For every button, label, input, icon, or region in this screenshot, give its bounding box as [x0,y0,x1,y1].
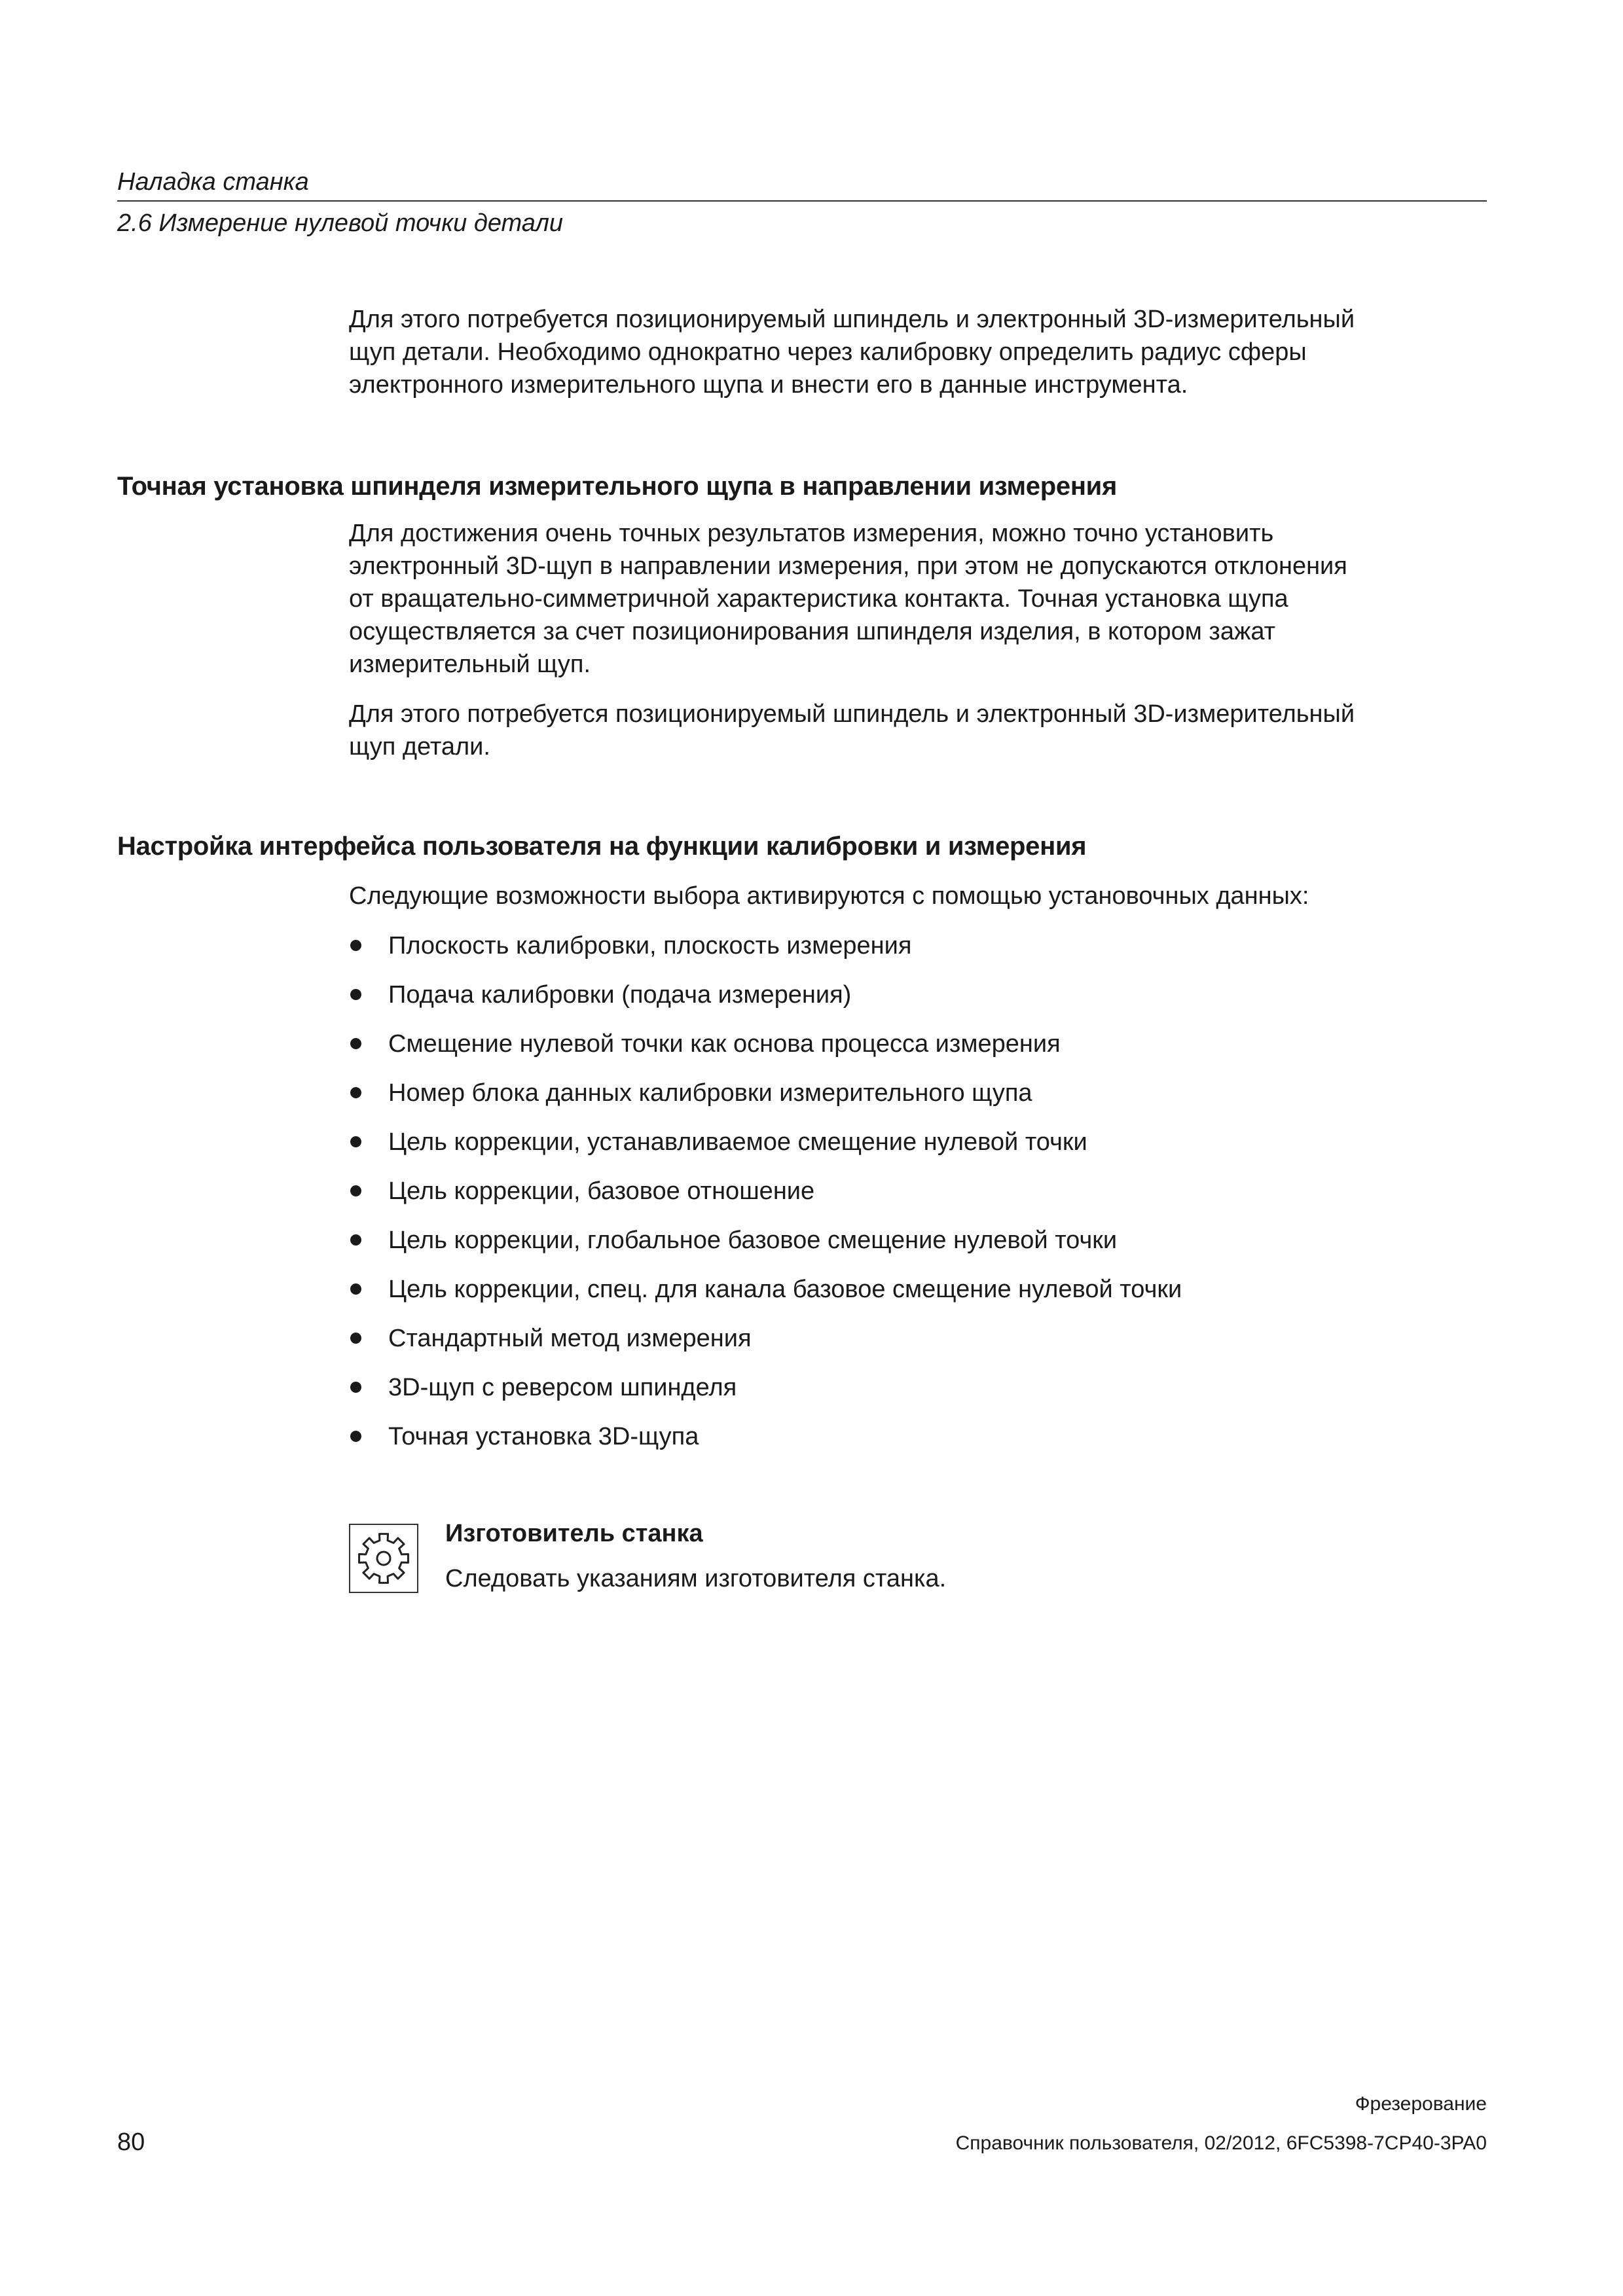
list-item-text: Подача калибровки (подача измерения) [388,981,852,1009]
section2-heading: Настройка интерфейса пользователя на функции калибровки и измерения [117,832,1087,861]
paragraph-line: измерительный щуп. [349,651,591,678]
header-divider [117,200,1487,202]
note-text: Следовать указаниям изготовителя станка. [445,1565,947,1592]
page-number: 80 [117,2128,145,2156]
section1-paragraph-1 [349,517,1501,681]
section1-paragraph-2 [349,698,1501,763]
bullet-icon [350,1038,361,1049]
list-item [349,978,1182,1028]
intro-paragraph [349,303,1501,401]
bullet-icon [350,1333,361,1344]
list-item-text: 3D-щуп с реверсом шпинделя [388,1374,737,1401]
list-item [349,1175,1182,1224]
list-item [349,1273,1182,1322]
list-item [349,1126,1182,1175]
note-title: Изготовитель станка [445,1520,703,1547]
list-item [349,1077,1182,1126]
bullet-icon [350,1136,361,1147]
bullet-icon [350,1185,361,1196]
section2-intro [349,880,1501,912]
bullet-icon [350,989,361,1000]
paragraph-line: от вращательно-симметричной характеристика контакта. Точная установка щупа [349,585,1288,613]
list-item-text: Номер блока данных калибровки измерительного щупа [388,1079,1032,1107]
list-item [349,1322,1182,1371]
list-item-text: Смещение нулевой точки как основа процесса измерения [388,1030,1061,1058]
list-item-text: Цель коррекции, спец. для канала базовое смещение нулевой точки [388,1276,1182,1303]
bullet-icon [350,1283,361,1295]
footer-book-title: Фрезерование [1355,2093,1487,2115]
gear-icon [349,1524,418,1593]
options-list [349,929,1182,1469]
paragraph-line: Для достижения очень точных результатов измерения, можно точно установить [349,520,1274,547]
section1-heading: Точная установка шпинделя измерительного щупа в направлении измерения [117,472,1118,501]
list-item [349,1224,1182,1273]
bullet-icon [350,940,361,951]
list-item [349,929,1182,978]
intro-line: электронного измерительного щупа и внести его в данные инструмента. [349,371,1188,399]
bullet-icon [350,1234,361,1246]
paragraph-line: электронный 3D-щуп в направлении измерения, при этом не допускаются отклонения [349,552,1347,580]
header-chapter: Наладка станка [117,168,309,196]
list-item-text: Точная установка 3D-щупа [388,1423,699,1450]
intro-line: щуп детали. Необходимо однократно через калибровку определить радиус сферы [349,338,1307,366]
list-item-text: Цель коррекции, устанавливаемое смещение нулевой точки [388,1128,1087,1156]
list-item [349,1420,1182,1469]
paragraph-line: Для этого потребуется позиционируемый шпиндель и электронный 3D-измерительный [349,700,1355,728]
list-item-text: Стандартный метод измерения [388,1325,752,1352]
paragraph-line: Следующие возможности выбора активируются с помощью установочных данных: [349,882,1309,910]
bullet-icon [350,1382,361,1393]
list-item [349,1371,1182,1420]
paragraph-line: осуществляется за счет позиционирования шпинделя изделия, в котором зажат [349,618,1276,645]
header-section: 2.6 Измерение нулевой точки детали [117,209,564,237]
list-item-text: Цель коррекции, базовое отношение [388,1177,815,1205]
list-item [349,1028,1182,1077]
bullet-icon [350,1087,361,1098]
list-item-text: Цель коррекции, глобальное базовое смещение нулевой точки [388,1227,1118,1254]
list-item-text: Плоскость калибровки, плоскость измерения [388,932,912,960]
intro-line: Для этого потребуется позиционируемый шпиндель и электронный 3D-измерительный [349,306,1355,333]
footer-manual-info: Справочник пользователя, 02/2012, 6FC5398-7CP40-3PA0 [955,2132,1487,2154]
bullet-icon [350,1431,361,1442]
paragraph-line: щуп детали. [349,733,490,761]
